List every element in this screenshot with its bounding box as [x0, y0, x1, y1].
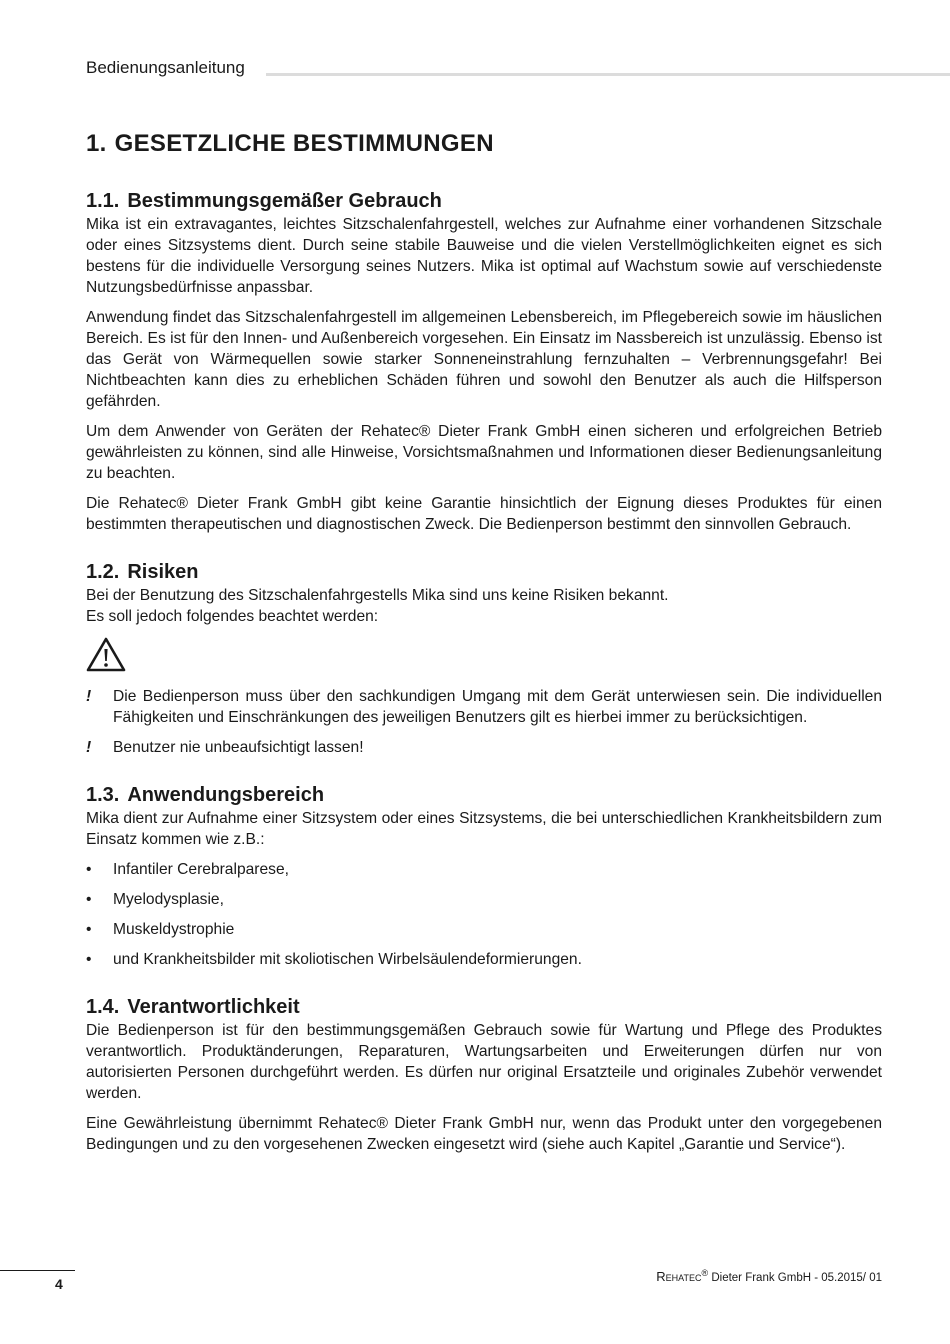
- paragraph: Eine Gewährleistung übernimmt Rehatec® Dieter Frank GmbH nur, wenn das Produkt unter den vorgegebenen Bedingungen und zu den vorgesehenen Zwecken eingesetzt wird (siehe auch Kapitel „Garantie und Service“).: [86, 1115, 882, 1153]
- note-text: Die Bedienperson muss über den sachkundigen Umgang mit dem Gerät unterwiesen sein. Die individuellen Fähigkeiten und Einschränkungen des jeweiligen Benutzers gilt es hierbei immer zu berücksichtigen.: [113, 688, 882, 726]
- bullet-mark: •: [86, 891, 92, 908]
- header-rule: [266, 73, 950, 76]
- header-title: Bedienungsanleitung: [86, 58, 245, 77]
- paragraph: Mika ist ein extravagantes, leichtes Sitzschalenfahrgestell, welches zur Aufnahme einer vorhandenen Sitzschale oder eines Sitzsystems dient. Durch seine stabile Bauweise und die vielen Verstellmöglichkeiten eignet es sich bestens für die individuelle Versorgung seines Nutzers. Mika ist optimal auf Wachstum sowie auf verschiedenste Nutzungsbedürfnisse anpassbar.: [86, 216, 882, 296]
- section-title: Anwendungsbereich: [127, 784, 325, 806]
- paragraph: Die Bedienperson ist für den bestimmungsgemäßen Gebrauch sowie für Wartung und Pflege des Produktes verantwortlich. Produktänderungen, Reparaturen, Wartungsarbeiten und Erweiterungen dürfen nur von autorisierten Personen durchgeführt werden. Es dürfen nur original Ersatzteile und originales Zubehör verwendet werden.: [86, 1022, 882, 1102]
- note-text: Benutzer nie unbeaufsichtigt lassen!: [113, 739, 364, 756]
- section-1-4: [86, 994, 882, 1155]
- section-title: Verantwortlichkeit: [127, 996, 300, 1018]
- list-item-text: und Krankheitsbilder mit skoliotischen Wirbelsäulendeformierungen.: [113, 951, 582, 968]
- chapter-number: 1.: [86, 130, 107, 157]
- list-item: [86, 919, 882, 940]
- registered-mark: ®: [701, 1268, 709, 1278]
- section-number: 1.4.: [86, 996, 120, 1018]
- section-heading: [86, 782, 882, 808]
- safety-note: [86, 737, 882, 758]
- warning-triangle-icon: [86, 637, 126, 673]
- safety-note: [86, 686, 882, 728]
- list-item-text: Myelodysplasie,: [113, 891, 224, 908]
- paragraph: Um dem Anwender von Geräten der Rehatec® Dieter Frank GmbH einen sicheren und erfolgreichen Betrieb gewährleisten zu können, sind alle Hinweise, Vorsichtsmaßnahmen und Informationen dieser Bedienungsanleitung zu beachten.: [86, 423, 882, 482]
- section-1-3: [86, 782, 882, 970]
- bullet-mark: •: [86, 921, 92, 938]
- section-number: 1.3.: [86, 784, 120, 806]
- list-item: [86, 889, 882, 910]
- chapter-heading: [86, 130, 882, 158]
- list-item-text: Infantiler Cerebralparese,: [113, 861, 289, 878]
- footer-rule: [0, 1270, 75, 1271]
- bullet-mark: •: [86, 861, 92, 878]
- section-heading: [86, 188, 882, 214]
- section-title: Risiken: [127, 561, 199, 583]
- document-body: [86, 130, 882, 1179]
- list-item: [86, 859, 882, 880]
- section-1-2: [86, 559, 882, 758]
- paragraph: Bei der Benutzung des Sitzschalenfahrgestells Mika sind uns keine Risiken bekannt.: [86, 587, 669, 604]
- note-mark: !: [86, 688, 92, 705]
- paragraph: Mika dient zur Aufnahme einer Sitzsystem oder eines Sitzsystems, die bei unterschiedlichen Krankheitsbildern zum Einsatz kommen wie z.B.:: [86, 810, 882, 848]
- section-number: 1.2.: [86, 561, 120, 583]
- section-heading: [86, 994, 882, 1020]
- list-item: [86, 949, 882, 970]
- section-1-1: [86, 188, 882, 535]
- page-number: 4: [55, 1276, 63, 1292]
- section-heading: [86, 559, 882, 585]
- chapter-title: GESETZLICHE BESTIMMUNGEN: [114, 130, 494, 157]
- list-item-text: Muskeldystrophie: [113, 921, 235, 938]
- section-number: 1.1.: [86, 190, 120, 212]
- paragraph: Anwendung findet das Sitzschalenfahrgestell im allgemeinen Lebensbereich, im Pflegebereich sowie im häuslichen Bereich. Es ist für den Innen- und Außenbereich vorgesehen. Ein Einsatz im Nassbereich ist unzulässig. Ebenso ist das Gerät von Wärmequellen sowie starker Sonneneinstrahlung fernzuhalten – Verbrennungsgefahr! Bei Nichtbeachten kann dies zu erheblichen Schäden führen und sowohl den Benutzer als auch die Hilfsperson gefährden.: [86, 309, 882, 410]
- footer-brand: Rehatec: [656, 1268, 702, 1284]
- section-title: Bestimmungsgemäßer Gebrauch: [127, 190, 442, 212]
- footer-imprint: [656, 1268, 882, 1284]
- page-header: [86, 58, 950, 82]
- paragraph: Es soll jedoch folgendes beachtet werden:: [86, 608, 379, 625]
- bullet-mark: •: [86, 951, 92, 968]
- footer-text: Dieter Frank GmbH - 05.2015/ 01: [708, 1271, 882, 1284]
- note-mark: !: [86, 739, 92, 756]
- paragraph: Die Rehatec® Dieter Frank GmbH gibt keine Garantie hinsichtlich der Eignung dieses Produktes für einen bestimmten therapeutischen und diagnostischen Zweck. Die Bedienperson bestimmt den sinnvollen Gebrauch.: [86, 495, 882, 533]
